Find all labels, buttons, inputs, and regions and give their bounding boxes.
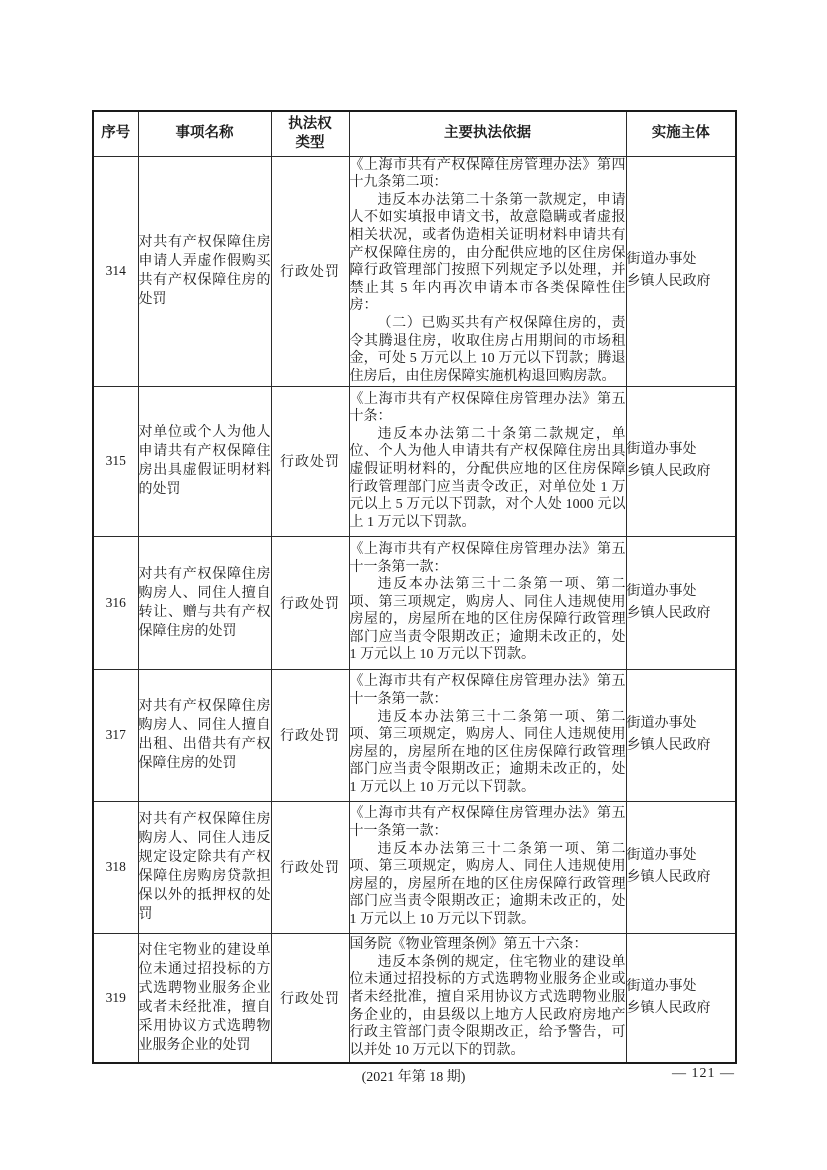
row-power-type: 行政处罚 — [271, 933, 349, 1063]
row-legal-basis — [349, 669, 626, 801]
basis-paragraph: 违反本办法第三十二条第一项、第二项、第三项规定，购房人、同住人违规使用房屋的，房屋所在地的区住房保障行政管理部门应当责令限期改正；逾期未改正的，处 1 万元以上 10 万元以下罚款。 — [349, 577, 626, 663]
row-implementing-entity — [626, 156, 736, 386]
row-serial: 314 — [93, 156, 138, 386]
entity-line: 街道办事处 — [626, 442, 697, 457]
row-serial: 319 — [93, 933, 138, 1063]
row-power-type: 行政处罚 — [271, 669, 349, 801]
footer-page-number: — 121 — — [672, 1066, 735, 1081]
basis-paragraph: 《上海市共有产权保障住房管理办法》第四十九条第二项： — [349, 157, 626, 191]
row-implementing-entity — [626, 386, 736, 536]
row-item-name: 对单位或个人为他人申请共有产权保障住房出具虚假证明材料的处罚 — [138, 386, 271, 536]
footer-issue-label: (2021 年第 18 期) — [361, 1070, 466, 1085]
basis-paragraph: （二）已购买共有产权保障住房的，责令其腾退住房，收取住房占用期间的市场租金，可处 5 万元以上 10 万元以下罚款；腾退住房后，由住房保障实施机构退回购房款。 — [349, 315, 626, 384]
row-item-name: 对共有产权保障住房购房人、同住人违反规定设定除共有产权保障住房购房贷款担保以外的抵押权的处罚 — [138, 801, 271, 933]
row-implementing-entity — [626, 801, 736, 933]
table-row — [93, 156, 736, 386]
entity-line: 乡镇人民政府 — [626, 1000, 711, 1016]
row-legal-basis — [349, 386, 626, 536]
row-item-name: 对共有产权保障住房申请人弄虚作假购买共有产权保障住房的处罚 — [138, 156, 271, 386]
row-legal-basis — [349, 801, 626, 933]
page-footer — [92, 1066, 735, 1088]
header-power-type — [271, 111, 349, 156]
header-item-name: 事项名称 — [138, 111, 271, 156]
entity-line: 乡镇人民政府 — [626, 274, 711, 289]
row-power-type: 行政处罚 — [271, 156, 349, 386]
row-serial: 317 — [93, 669, 138, 801]
row-serial: 315 — [93, 386, 138, 536]
basis-paragraph: 国务院《物业管理条例》第五十六条： — [349, 937, 588, 953]
header-power-type-line1: 执法权 — [288, 115, 332, 132]
table-row — [93, 536, 736, 669]
basis-paragraph: 《上海市共有产权保障住房管理办法》第五十条： — [349, 391, 626, 425]
basis-paragraph: 违反本办法第三十二条第一项、第二项、第三项规定，购房人、同住人违规使用房屋的，房屋所在地的区住房保障行政管理部门应当责令限期改正；逾期未改正的，处 1 万元以上 10 万元以下罚款。 — [349, 709, 626, 795]
basis-paragraph: 《上海市共有产权保障住房管理办法》第五十一条第一款： — [349, 806, 626, 840]
basis-paragraph: 《上海市共有产权保障住房管理办法》第五十一条第一款： — [349, 541, 626, 575]
table-row — [93, 801, 736, 933]
table-row — [93, 933, 736, 1063]
entity-line: 街道办事处 — [626, 978, 697, 994]
row-serial: 316 — [93, 536, 138, 669]
entity-line: 乡镇人民政府 — [626, 738, 711, 753]
entity-line: 乡镇人民政府 — [626, 464, 711, 479]
row-implementing-entity — [626, 933, 736, 1063]
entity-line: 街道办事处 — [626, 583, 697, 599]
row-item-name: 对住宅物业的建设单位未通过招投标的方式选聘物业服务企业或者未经批准，擅自采用协议方式选聘物业服务企业的处罚 — [138, 933, 271, 1063]
entity-line: 乡镇人民政府 — [626, 605, 711, 621]
table-row — [93, 669, 736, 801]
basis-paragraph: 违反本办法第二十条第一款规定，申请人不如实填报申请文书，故意隐瞒或者虚报相关状况，或者伪造相关证明材料申请共有产权保障住房的，由分配供应地的区住房保障行政管理部门按照下列规定予以处理，并禁止其 5 年内再次申请本市各类保障性住房： — [349, 192, 626, 314]
row-power-type: 行政处罚 — [271, 536, 349, 669]
table-row — [93, 386, 736, 536]
row-implementing-entity — [626, 536, 736, 669]
header-legal-basis: 主要执法依据 — [349, 111, 626, 156]
entity-line: 街道办事处 — [626, 252, 697, 267]
row-item-name: 对共有产权保障住房购房人、同住人擅自出租、出借共有产权保障住房的处罚 — [138, 669, 271, 801]
row-power-type: 行政处罚 — [271, 386, 349, 536]
row-legal-basis — [349, 156, 626, 386]
row-legal-basis — [349, 536, 626, 669]
entity-line: 街道办事处 — [626, 716, 697, 731]
header-serial: 序号 — [93, 111, 138, 156]
row-serial: 318 — [93, 801, 138, 933]
header-power-type-line2: 类型 — [295, 134, 325, 151]
basis-paragraph: 违反本条例的规定，住宅物业的建设单位未通过招投标的方式选聘物业服务企业或者未经批准，擅自采用协议方式选聘物业服务企业的，由县级以上地方人民政府房地产行政主管部门责令限期改正，给予警告，可以并处 10 万元以下的罚款。 — [349, 954, 626, 1058]
basis-paragraph: 违反本办法第三十二条第一项、第二项、第三项规定，购房人、同住人违规使用房屋的，房屋所在地的区住房保障行政管理部门应当责令限期改正；逾期未改正的，处 1 万元以上 10 万元以下罚款。 — [349, 841, 626, 927]
enforcement-items-table — [92, 110, 737, 1064]
entity-line: 街道办事处 — [626, 848, 697, 863]
basis-paragraph: 《上海市共有产权保障住房管理办法》第五十一条第一款： — [349, 674, 626, 708]
header-implementing-entity: 实施主体 — [626, 111, 736, 156]
basis-paragraph: 违反本办法第二十条第二款规定，单位、个人为他人申请共有产权保障住房出具虚假证明材料的，分配供应地的区住房保障行政管理部门应当责令改正，对单位处 1 万元以上 5 万元以下罚款，对个人处 1000 元以上 1 万元以下罚款。 — [349, 426, 626, 530]
row-implementing-entity — [626, 669, 736, 801]
row-item-name: 对共有产权保障住房购房人、同住人擅自转让、赠与共有产权保障住房的处罚 — [138, 536, 271, 669]
table-header-row — [93, 111, 736, 156]
entity-line: 乡镇人民政府 — [626, 870, 711, 885]
row-power-type: 行政处罚 — [271, 801, 349, 933]
row-legal-basis — [349, 933, 626, 1063]
